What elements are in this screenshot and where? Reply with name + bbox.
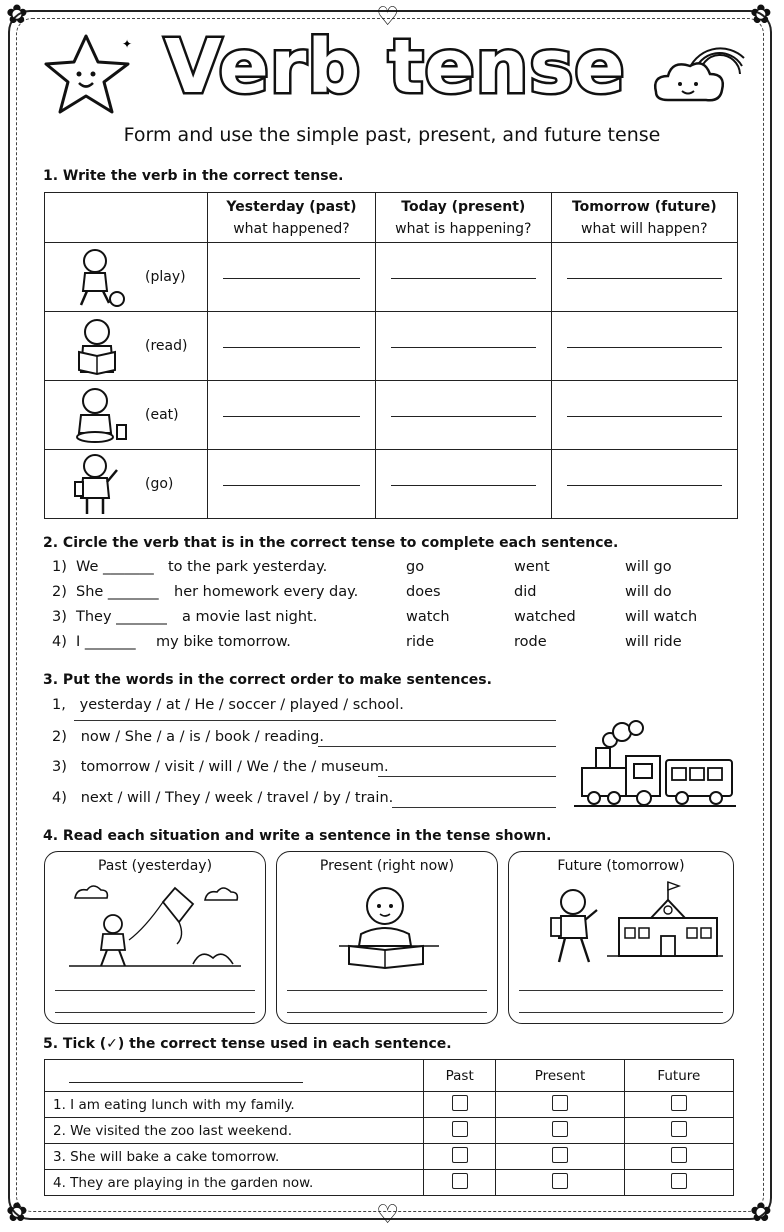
checkbox-icon[interactable] <box>452 1173 468 1189</box>
checkbox-icon[interactable] <box>552 1147 568 1163</box>
situation-box-present <box>276 851 498 1024</box>
answer-cell[interactable] <box>375 381 551 450</box>
boy-walking-to-school-icon <box>547 878 727 972</box>
verb-label: (play) <box>145 269 186 285</box>
checkbox-icon[interactable] <box>671 1095 687 1111</box>
verb-label: (read) <box>145 338 188 354</box>
empty-header-cell <box>45 1060 424 1092</box>
situation-box-future <box>508 851 734 1024</box>
section-1-title: 1. Write the verb in the correct tense. <box>43 168 344 184</box>
checkbox-icon[interactable] <box>452 1121 468 1137</box>
option-word[interactable]: does <box>406 584 441 600</box>
flower-icon: ✿ <box>6 1198 28 1228</box>
option-word[interactable]: will ride <box>625 634 682 650</box>
boy-playing-soccer-icon <box>73 247 125 307</box>
checkbox-icon[interactable] <box>671 1173 687 1189</box>
checkbox-cell[interactable] <box>496 1170 624 1196</box>
section-2-title: 2. Circle the verb that is in the correct tense to complete each sentence. <box>43 535 619 551</box>
scrambled-sentence: 2) now / She / a / is / book / reading. <box>52 729 324 745</box>
verb-label: (go) <box>145 476 174 492</box>
answer-cell[interactable] <box>208 312 376 381</box>
option-word[interactable]: watch <box>406 609 450 625</box>
column-header-past: Yesterday (past) what happened? <box>208 193 376 243</box>
cloud-rainbow-icon <box>648 30 748 115</box>
scrambled-sentence: 1, yesterday / at / He / soccer / played / school. <box>52 697 404 713</box>
verb-cell-play <box>45 243 208 312</box>
answer-line[interactable] <box>392 807 556 808</box>
answer-cell[interactable] <box>208 243 376 312</box>
boy-eating-icon <box>73 385 131 445</box>
empty-header-cell <box>45 193 208 243</box>
answer-line[interactable] <box>74 720 556 721</box>
answer-cell[interactable] <box>375 312 551 381</box>
verb-cell-eat <box>45 381 208 450</box>
checkbox-icon[interactable] <box>552 1121 568 1137</box>
answer-line[interactable] <box>55 1012 255 1013</box>
checkbox-icon[interactable] <box>452 1095 468 1111</box>
option-word[interactable]: did <box>514 584 537 600</box>
heart-icon: ♡ <box>376 1200 400 1230</box>
sentence-cell: 2. We visited the zoo last weekend. <box>45 1118 424 1144</box>
column-header-future: Tomorrow (future) what will happen? <box>551 193 737 243</box>
answer-line[interactable] <box>519 1012 723 1013</box>
checkbox-cell[interactable] <box>496 1118 624 1144</box>
column-header-future: Future <box>624 1060 733 1092</box>
column-header-past: Past <box>424 1060 496 1092</box>
option-word[interactable]: ride <box>406 634 435 650</box>
flower-icon: ✿ <box>750 1198 772 1228</box>
checkbox-cell[interactable] <box>624 1092 733 1118</box>
option-word[interactable]: watched <box>514 609 576 625</box>
section-5-title: 5. Tick (✓) the correct tense used in each sentence. <box>43 1036 452 1052</box>
sentence-cell: 1. I am eating lunch with my family. <box>45 1092 424 1118</box>
sentence-row: 2) She _______ her homework every day. does did will do <box>52 584 672 600</box>
scrambled-sentence: 4) next / will / They / week / travel / by / train. <box>52 790 394 806</box>
option-word[interactable]: go <box>406 559 425 575</box>
answer-line[interactable] <box>287 990 487 991</box>
option-word[interactable]: will do <box>625 584 672 600</box>
column-header-present: Present <box>496 1060 624 1092</box>
checkbox-cell[interactable] <box>624 1118 733 1144</box>
situation-label: Present (right now) <box>319 858 455 874</box>
answer-line[interactable] <box>287 1012 487 1013</box>
checkbox-icon[interactable] <box>452 1147 468 1163</box>
checkbox-cell[interactable] <box>424 1118 496 1144</box>
answer-cell[interactable] <box>551 450 737 519</box>
checkbox-cell[interactable] <box>424 1170 496 1196</box>
tense-tick-table <box>44 1059 734 1196</box>
section-3-title: 3. Put the words in the correct order to make sentences. <box>43 672 492 688</box>
sentence-row: 4) I _______ my bike tomorrow. ride rode will ride <box>52 634 682 650</box>
option-word[interactable]: went <box>514 559 550 575</box>
sentence-cell: 4. They are playing in the garden now. <box>45 1170 424 1196</box>
star-mascot-icon <box>42 30 138 120</box>
answer-cell[interactable] <box>551 243 737 312</box>
option-word[interactable]: will go <box>625 559 672 575</box>
heart-icon: ♡ <box>376 2 400 32</box>
girl-waving-icon <box>73 452 125 516</box>
situation-label: Future (tomorrow) <box>557 858 685 874</box>
train-icon <box>570 720 740 812</box>
checkbox-cell[interactable] <box>624 1144 733 1170</box>
answer-cell[interactable] <box>208 450 376 519</box>
verb-label: (eat) <box>145 407 179 423</box>
scrambled-sentence: 3) tomorrow / visit / will / We / the / museum. <box>52 759 389 775</box>
answer-line[interactable] <box>519 990 723 991</box>
option-word[interactable]: will watch <box>625 609 698 625</box>
answer-cell[interactable] <box>551 381 737 450</box>
svg-text:✦: ✦ <box>122 37 133 51</box>
flower-icon: ✿ <box>750 0 772 30</box>
checkbox-cell[interactable] <box>496 1092 624 1118</box>
answer-line[interactable] <box>378 776 556 777</box>
column-header-present: Today (present) what is happening? <box>375 193 551 243</box>
answer-cell[interactable] <box>551 312 737 381</box>
checkbox-icon[interactable] <box>671 1121 687 1137</box>
checkbox-icon[interactable] <box>552 1173 568 1189</box>
verb-cell-go <box>45 450 208 519</box>
page-subtitle: Form and use the simple past, present, and future tense <box>123 124 661 146</box>
answer-cell[interactable] <box>208 381 376 450</box>
checkbox-cell[interactable] <box>424 1092 496 1118</box>
boy-flying-kite-icon <box>65 878 245 970</box>
checkbox-cell[interactable] <box>424 1144 496 1170</box>
flower-icon: ✿ <box>6 0 28 30</box>
verb-tense-table <box>44 192 738 519</box>
option-word[interactable]: rode <box>514 634 547 650</box>
checkbox-cell[interactable] <box>496 1144 624 1170</box>
answer-line[interactable] <box>318 746 556 747</box>
verb-cell-read <box>45 312 208 381</box>
checkbox-icon[interactable] <box>671 1147 687 1163</box>
sentence-cell: 3. She will bake a cake tomorrow. <box>45 1144 424 1170</box>
sentence-row: 1) We _______ to the park yesterday. go went will go <box>52 559 672 575</box>
checkbox-cell[interactable] <box>624 1170 733 1196</box>
answer-line[interactable] <box>55 990 255 991</box>
checkbox-icon[interactable] <box>552 1095 568 1111</box>
girl-writing-icon <box>337 880 441 970</box>
page-title: Verb tense <box>164 24 626 110</box>
sentence-row: 3) They _______ a movie last night. watch watched will watch <box>52 609 698 625</box>
answer-cell[interactable] <box>375 450 551 519</box>
situation-box-past <box>44 851 266 1024</box>
section-4-title: 4. Read each situation and write a sentence in the tense shown. <box>43 828 552 844</box>
situation-label: Past (yesterday) <box>97 858 213 874</box>
girl-reading-icon <box>73 316 125 376</box>
answer-cell[interactable] <box>375 243 551 312</box>
